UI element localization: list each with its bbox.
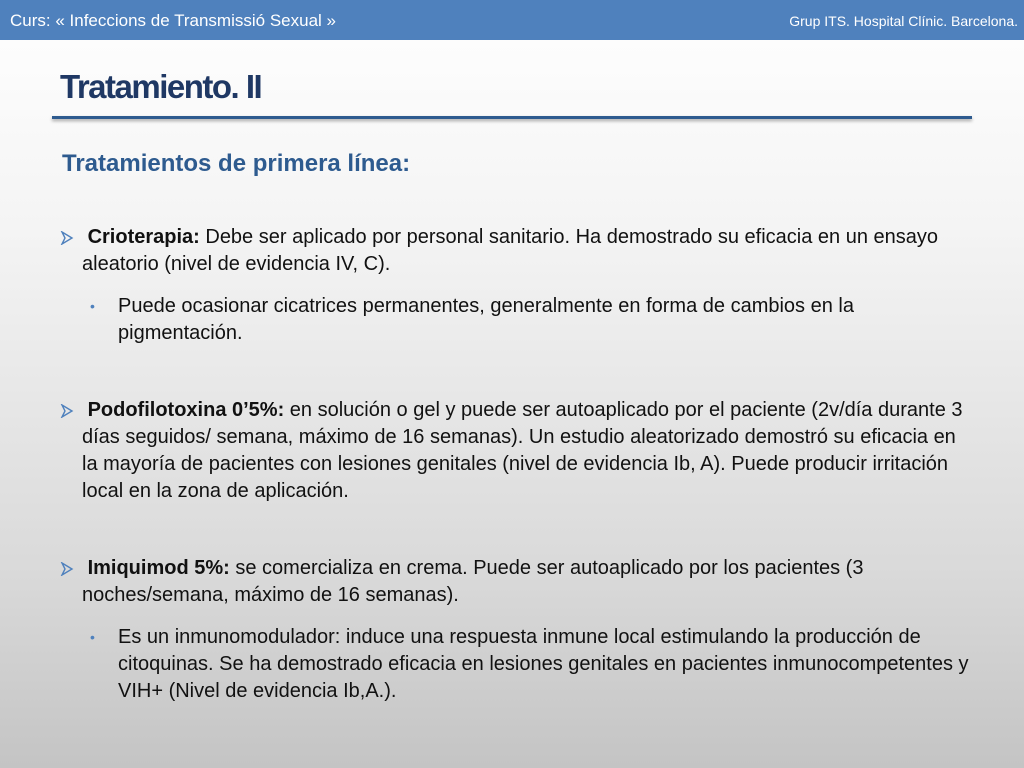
item-text: Debe ser aplicado por personal sanitario. Ha demostrado su eficacia en un ensayo aleatorio (nivel de evidencia IV, C). (82, 226, 939, 275)
header-bar (0, 0, 1024, 40)
bullet-item-imiquimod (82, 555, 972, 609)
item-label: Crioterapia: (87, 226, 200, 248)
arrow-bullet-icon (60, 231, 74, 245)
bullet-item-podofilotoxina (82, 397, 972, 505)
slide-subtitle: Tratamientos de primera línea: (62, 150, 411, 177)
sub-item-text: Puede ocasionar cicatrices permanentes, generalmente en forma de cambios en la pigmentación. (118, 295, 854, 344)
organization-name: Grup ITS. Hospital Clínic. Barcelona. (789, 13, 1018, 29)
sub-bullet-crioterapia (90, 293, 978, 347)
item-label: Imiquimod 5%: (87, 557, 230, 579)
arrow-bullet-icon (60, 562, 74, 576)
dot-bullet-icon: • (90, 629, 95, 645)
item-text: se comercializa en crema. Puede ser autoaplicado por los pacientes (3 noches/semana, máximo de 16 semanas). (82, 557, 864, 606)
dot-bullet-icon: • (90, 298, 95, 314)
course-title: Curs: « Infeccions de Transmissió Sexual » (10, 11, 336, 30)
item-label: Podofilotoxina 0’5%: (87, 399, 285, 421)
bullet-item-crioterapia (82, 224, 972, 278)
title-underline (52, 116, 972, 119)
item-text: en solución o gel y puede ser autoaplicado por el paciente (2v/día durante 3 días seguidos/ semana, máximo de 16 semanas). Un estudio aleatorizado demostró su eficacia en la mayoría de pacientes con lesiones genitales (nivel de evidencia Ib, A). Puede producir irritación local en la zona de aplicación. (82, 399, 963, 502)
sub-bullet-imiquimod (90, 624, 978, 705)
slide-title: Tratamiento. II (60, 68, 262, 105)
arrow-bullet-icon (60, 404, 74, 418)
sub-item-text: Es un inmunomodulador: induce una respuesta inmune local estimulando la producción de citoquinas. Se ha demostrado eficacia en lesiones genitales en pacientes inmunocompetentes y VIH+ (Nivel de evidencia Ib,A.). (118, 626, 969, 702)
